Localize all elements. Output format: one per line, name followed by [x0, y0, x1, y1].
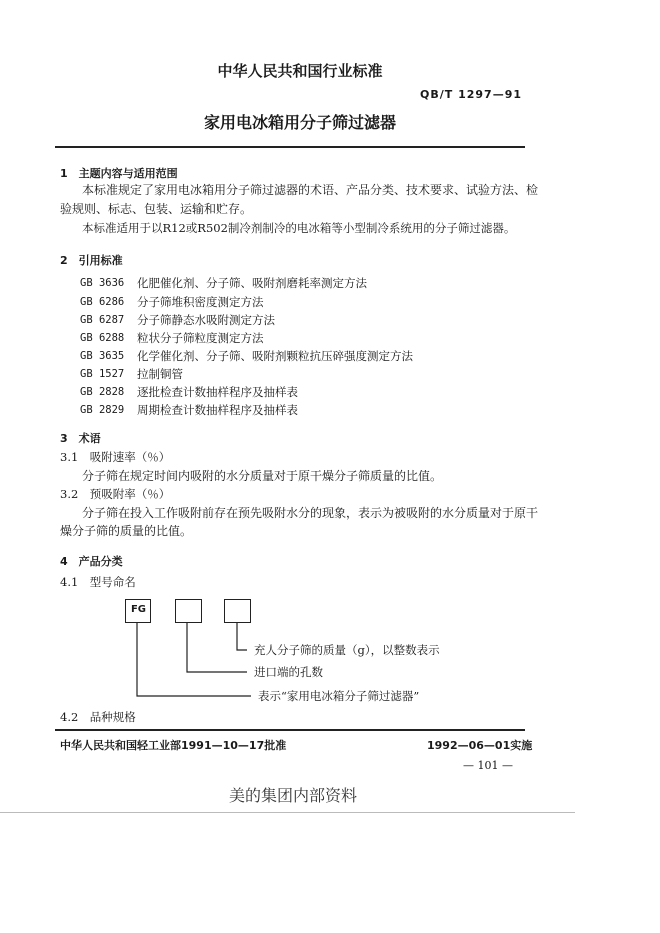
section-1-paragraph-2: 本标准适用于以R12或R502制冷剂制冷的电冰箱等小型制冷系统用的分子筛过滤器。 [82, 221, 516, 235]
reference-title: 分子筛堆积密度测定方法 [137, 295, 264, 309]
document-title: 家用电冰箱用分子筛过滤器 [203, 113, 396, 132]
leader-line-prefix [137, 623, 251, 696]
reference-title: 化学催化剂、分子筛、吸附剂颗粒抗压碎强度测定方法 [137, 349, 413, 363]
header-rule [55, 146, 525, 148]
section-1-paragraph-1-line-1: 本标准规定了家用电冰箱用分子筛过滤器的术语、产品分类、技术要求、试验方法、检 [82, 183, 539, 197]
reference-code: GB 3635 [80, 350, 125, 362]
reference-code: GB 6286 [80, 296, 125, 308]
reference-code: GB 6287 [80, 314, 125, 326]
reference-code: GB 1527 [80, 368, 125, 380]
section-2-heading: 2 引用标准 [60, 254, 123, 267]
standard-number: QB/T 1297—91 [420, 88, 523, 101]
term-3-2-definition-line-1: 分子筛在投入工作吸附前存在预先吸附水分的现象，表示为被吸附的水分质量对于原干 [82, 506, 539, 520]
reference-title: 拉制铜管 [137, 367, 183, 381]
section-3-heading: 3 术语 [60, 432, 101, 445]
term-3-1-definition: 分子筛在规定时间内吸附的水分质量对于原干燥分子筛质量的比值。 [82, 469, 443, 483]
model-prefix-label: FG [130, 604, 147, 615]
reference-code: GB 2828 [80, 386, 125, 398]
reference-code: GB 2829 [80, 404, 125, 416]
subsection-4-2-heading: 4.2 品种规格 [60, 710, 136, 724]
legend-product-type: 表示“家用电冰箱分子筛过滤器” [258, 689, 420, 703]
reference-code: GB 6288 [80, 332, 125, 344]
reference-title: 分子筛静态水吸附测定方法 [137, 313, 275, 327]
issuing-body: 中华人民共和国行业标准 [217, 62, 383, 80]
footer-rule [55, 729, 525, 731]
sieve-mass-box [224, 599, 251, 623]
term-3-2-definition-line-2: 燥分子筛的质量的比值。 [60, 524, 193, 538]
term-3-2-heading: 3.2 预吸附率（％） [60, 487, 171, 501]
reference-code: GB 3636 [80, 277, 125, 289]
scan-edge-line [0, 812, 575, 813]
reference-title: 化肥催化剂、分子筛、吸附剂磨耗率测定方法 [137, 276, 367, 290]
section-1-heading: 1 主题内容与适用范围 [60, 167, 178, 180]
leader-line-holes [187, 623, 247, 672]
legend-inlet-holes: 进口端的孔数 [254, 665, 323, 679]
legend-sieve-mass: 充人分子筛的质量（g），以整数表示 [254, 643, 440, 657]
page-number: — 101 — [463, 759, 513, 772]
section-1-paragraph-1-line-2: 验规则、标志、包装、运输和贮存。 [60, 202, 253, 216]
internal-use-watermark: 美的集团内部资料 [229, 786, 358, 805]
leader-line-mass [237, 623, 247, 650]
inlet-holes-box [175, 599, 202, 623]
term-3-1-heading: 3.1 吸附速率（％） [60, 450, 171, 464]
section-4-heading: 4 产品分类 [60, 555, 123, 568]
reference-title: 周期检查计数抽样程序及抽样表 [137, 403, 298, 417]
reference-title: 粒状分子筛粒度测定方法 [137, 331, 264, 345]
effective-date: 1992—06—01实施 [427, 739, 533, 752]
reference-title: 逐批检查计数抽样程序及抽样表 [137, 385, 298, 399]
subsection-4-1-heading: 4.1 型号命名 [60, 575, 136, 589]
approval-statement: 中华人民共和国轻工业部1991—10—17批准 [60, 739, 287, 752]
